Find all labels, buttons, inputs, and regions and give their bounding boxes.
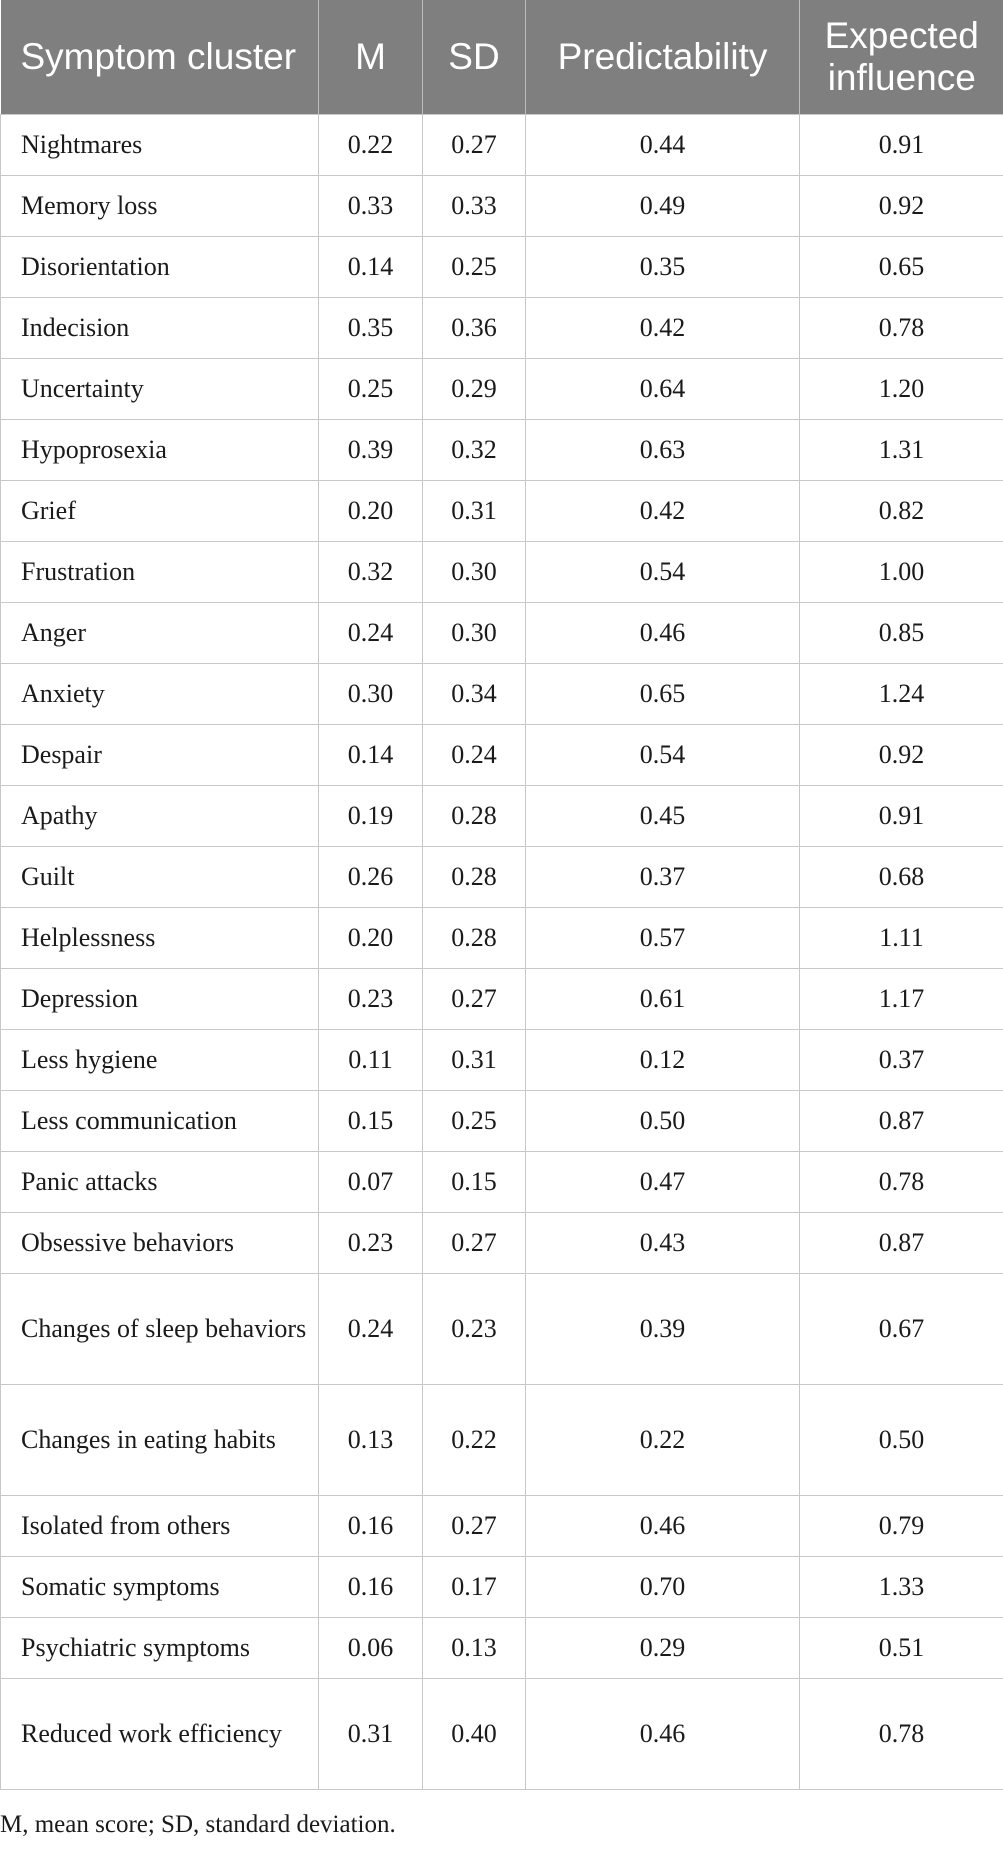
cell-expected-influence: 0.87 xyxy=(800,1090,1003,1151)
cell-mean: 0.07 xyxy=(319,1151,423,1212)
table-header-row xyxy=(1,0,1003,114)
cell-mean: 0.16 xyxy=(319,1495,423,1556)
cell-mean: 0.24 xyxy=(319,602,423,663)
cell-symptom-cluster: Isolated from others xyxy=(1,1495,319,1556)
cell-expected-influence: 0.82 xyxy=(800,480,1003,541)
cell-mean: 0.11 xyxy=(319,1029,423,1090)
cell-expected-influence: 0.92 xyxy=(800,724,1003,785)
table-row xyxy=(1,1090,1003,1151)
cell-predictability: 0.12 xyxy=(526,1029,800,1090)
cell-mean: 0.26 xyxy=(319,846,423,907)
cell-predictability: 0.47 xyxy=(526,1151,800,1212)
cell-predictability: 0.46 xyxy=(526,1678,800,1789)
cell-expected-influence: 1.20 xyxy=(800,358,1003,419)
cell-symptom-cluster: Somatic symptoms xyxy=(1,1556,319,1617)
cell-symptom-cluster: Psychiatric symptoms xyxy=(1,1617,319,1678)
cell-symptom-cluster: Helplessness xyxy=(1,907,319,968)
cell-sd: 0.22 xyxy=(423,1384,526,1495)
cell-symptom-cluster: Nightmares xyxy=(1,114,319,175)
cell-expected-influence: 0.85 xyxy=(800,602,1003,663)
cell-expected-influence: 0.78 xyxy=(800,1151,1003,1212)
cell-predictability: 0.54 xyxy=(526,724,800,785)
cell-sd: 0.36 xyxy=(423,297,526,358)
cell-sd: 0.28 xyxy=(423,846,526,907)
cell-mean: 0.14 xyxy=(319,724,423,785)
cell-expected-influence: 0.79 xyxy=(800,1495,1003,1556)
cell-mean: 0.25 xyxy=(319,358,423,419)
cell-sd: 0.27 xyxy=(423,1212,526,1273)
cell-predictability: 0.49 xyxy=(526,175,800,236)
cell-symptom-cluster: Grief xyxy=(1,480,319,541)
cell-sd: 0.24 xyxy=(423,724,526,785)
cell-symptom-cluster: Memory loss xyxy=(1,175,319,236)
cell-symptom-cluster: Changes of sleep behaviors xyxy=(1,1273,319,1384)
cell-predictability: 0.63 xyxy=(526,419,800,480)
cell-symptom-cluster: Anxiety xyxy=(1,663,319,724)
cell-expected-influence: 1.17 xyxy=(800,968,1003,1029)
cell-symptom-cluster: Hypoprosexia xyxy=(1,419,319,480)
cell-predictability: 0.39 xyxy=(526,1273,800,1384)
cell-predictability: 0.54 xyxy=(526,541,800,602)
header-symptom-cluster: Symptom cluster xyxy=(1,0,319,114)
cell-mean: 0.13 xyxy=(319,1384,423,1495)
cell-expected-influence: 0.67 xyxy=(800,1273,1003,1384)
cell-symptom-cluster: Reduced work efficiency xyxy=(1,1678,319,1789)
cell-sd: 0.30 xyxy=(423,602,526,663)
cell-symptom-cluster: Obsessive behaviors xyxy=(1,1212,319,1273)
cell-predictability: 0.44 xyxy=(526,114,800,175)
table-row xyxy=(1,541,1003,602)
cell-expected-influence: 0.50 xyxy=(800,1384,1003,1495)
cell-sd: 0.25 xyxy=(423,236,526,297)
cell-predictability: 0.65 xyxy=(526,663,800,724)
cell-mean: 0.14 xyxy=(319,236,423,297)
cell-sd: 0.32 xyxy=(423,419,526,480)
table-row xyxy=(1,175,1003,236)
cell-mean: 0.19 xyxy=(319,785,423,846)
cell-symptom-cluster: Disorientation xyxy=(1,236,319,297)
cell-predictability: 0.50 xyxy=(526,1090,800,1151)
cell-mean: 0.23 xyxy=(319,968,423,1029)
cell-mean: 0.16 xyxy=(319,1556,423,1617)
cell-sd: 0.25 xyxy=(423,1090,526,1151)
table-body xyxy=(1,114,1003,1789)
cell-symptom-cluster: Changes in eating habits xyxy=(1,1384,319,1495)
cell-predictability: 0.43 xyxy=(526,1212,800,1273)
cell-mean: 0.22 xyxy=(319,114,423,175)
cell-symptom-cluster: Despair xyxy=(1,724,319,785)
cell-sd: 0.17 xyxy=(423,1556,526,1617)
cell-predictability: 0.37 xyxy=(526,846,800,907)
table-row xyxy=(1,846,1003,907)
cell-sd: 0.40 xyxy=(423,1678,526,1789)
cell-mean: 0.24 xyxy=(319,1273,423,1384)
table-row xyxy=(1,236,1003,297)
cell-mean: 0.32 xyxy=(319,541,423,602)
table-row xyxy=(1,1151,1003,1212)
cell-sd: 0.28 xyxy=(423,907,526,968)
cell-predictability: 0.42 xyxy=(526,297,800,358)
cell-predictability: 0.70 xyxy=(526,1556,800,1617)
cell-mean: 0.20 xyxy=(319,480,423,541)
table-row xyxy=(1,724,1003,785)
cell-expected-influence: 1.00 xyxy=(800,541,1003,602)
cell-predictability: 0.29 xyxy=(526,1617,800,1678)
table-row xyxy=(1,1273,1003,1384)
cell-symptom-cluster: Depression xyxy=(1,968,319,1029)
cell-expected-influence: 0.78 xyxy=(800,297,1003,358)
cell-expected-influence: 1.24 xyxy=(800,663,1003,724)
table-row xyxy=(1,602,1003,663)
cell-sd: 0.30 xyxy=(423,541,526,602)
cell-symptom-cluster: Indecision xyxy=(1,297,319,358)
table-row xyxy=(1,1384,1003,1495)
table-row xyxy=(1,1617,1003,1678)
cell-sd: 0.28 xyxy=(423,785,526,846)
cell-predictability: 0.61 xyxy=(526,968,800,1029)
cell-mean: 0.20 xyxy=(319,907,423,968)
header-sd: SD xyxy=(423,0,526,114)
cell-symptom-cluster: Less hygiene xyxy=(1,1029,319,1090)
cell-sd: 0.13 xyxy=(423,1617,526,1678)
cell-sd: 0.34 xyxy=(423,663,526,724)
header-predictability: Predictability xyxy=(526,0,800,114)
cell-mean: 0.15 xyxy=(319,1090,423,1151)
cell-expected-influence: 0.51 xyxy=(800,1617,1003,1678)
cell-expected-influence: 0.87 xyxy=(800,1212,1003,1273)
cell-expected-influence: 0.68 xyxy=(800,846,1003,907)
cell-predictability: 0.46 xyxy=(526,1495,800,1556)
cell-sd: 0.29 xyxy=(423,358,526,419)
cell-sd: 0.31 xyxy=(423,1029,526,1090)
table-row xyxy=(1,1212,1003,1273)
cell-expected-influence: 0.92 xyxy=(800,175,1003,236)
cell-symptom-cluster: Uncertainty xyxy=(1,358,319,419)
cell-symptom-cluster: Apathy xyxy=(1,785,319,846)
cell-symptom-cluster: Panic attacks xyxy=(1,1151,319,1212)
table-row xyxy=(1,663,1003,724)
cell-expected-influence: 0.91 xyxy=(800,785,1003,846)
cell-expected-influence: 0.65 xyxy=(800,236,1003,297)
cell-symptom-cluster: Frustration xyxy=(1,541,319,602)
cell-expected-influence: 0.37 xyxy=(800,1029,1003,1090)
cell-sd: 0.15 xyxy=(423,1151,526,1212)
cell-symptom-cluster: Guilt xyxy=(1,846,319,907)
cell-mean: 0.23 xyxy=(319,1212,423,1273)
cell-sd: 0.27 xyxy=(423,114,526,175)
cell-expected-influence: 1.11 xyxy=(800,907,1003,968)
table-row xyxy=(1,785,1003,846)
cell-expected-influence: 0.78 xyxy=(800,1678,1003,1789)
table-row xyxy=(1,1678,1003,1789)
table-row xyxy=(1,1556,1003,1617)
cell-symptom-cluster: Anger xyxy=(1,602,319,663)
cell-predictability: 0.42 xyxy=(526,480,800,541)
cell-mean: 0.39 xyxy=(319,419,423,480)
table-row xyxy=(1,114,1003,175)
table-row xyxy=(1,297,1003,358)
table-row xyxy=(1,907,1003,968)
header-expected-influence: Expected influence xyxy=(800,0,1003,114)
table-footnote: M, mean score; SD, standard deviation. xyxy=(0,1811,396,1838)
cell-mean: 0.06 xyxy=(319,1617,423,1678)
cell-sd: 0.33 xyxy=(423,175,526,236)
cell-predictability: 0.35 xyxy=(526,236,800,297)
table-row xyxy=(1,358,1003,419)
cell-predictability: 0.64 xyxy=(526,358,800,419)
cell-predictability: 0.45 xyxy=(526,785,800,846)
cell-sd: 0.31 xyxy=(423,480,526,541)
table-row xyxy=(1,1029,1003,1090)
cell-mean: 0.31 xyxy=(319,1678,423,1789)
table-row xyxy=(1,419,1003,480)
table-row xyxy=(1,1495,1003,1556)
cell-mean: 0.35 xyxy=(319,297,423,358)
cell-expected-influence: 0.91 xyxy=(800,114,1003,175)
cell-mean: 0.33 xyxy=(319,175,423,236)
table-row xyxy=(1,968,1003,1029)
cell-sd: 0.23 xyxy=(423,1273,526,1384)
cell-sd: 0.27 xyxy=(423,1495,526,1556)
cell-predictability: 0.57 xyxy=(526,907,800,968)
cell-predictability: 0.22 xyxy=(526,1384,800,1495)
header-mean: M xyxy=(319,0,423,114)
cell-predictability: 0.46 xyxy=(526,602,800,663)
cell-sd: 0.27 xyxy=(423,968,526,1029)
cell-expected-influence: 1.33 xyxy=(800,1556,1003,1617)
cell-mean: 0.30 xyxy=(319,663,423,724)
table-row xyxy=(1,480,1003,541)
cell-expected-influence: 1.31 xyxy=(800,419,1003,480)
cell-symptom-cluster: Less communication xyxy=(1,1090,319,1151)
